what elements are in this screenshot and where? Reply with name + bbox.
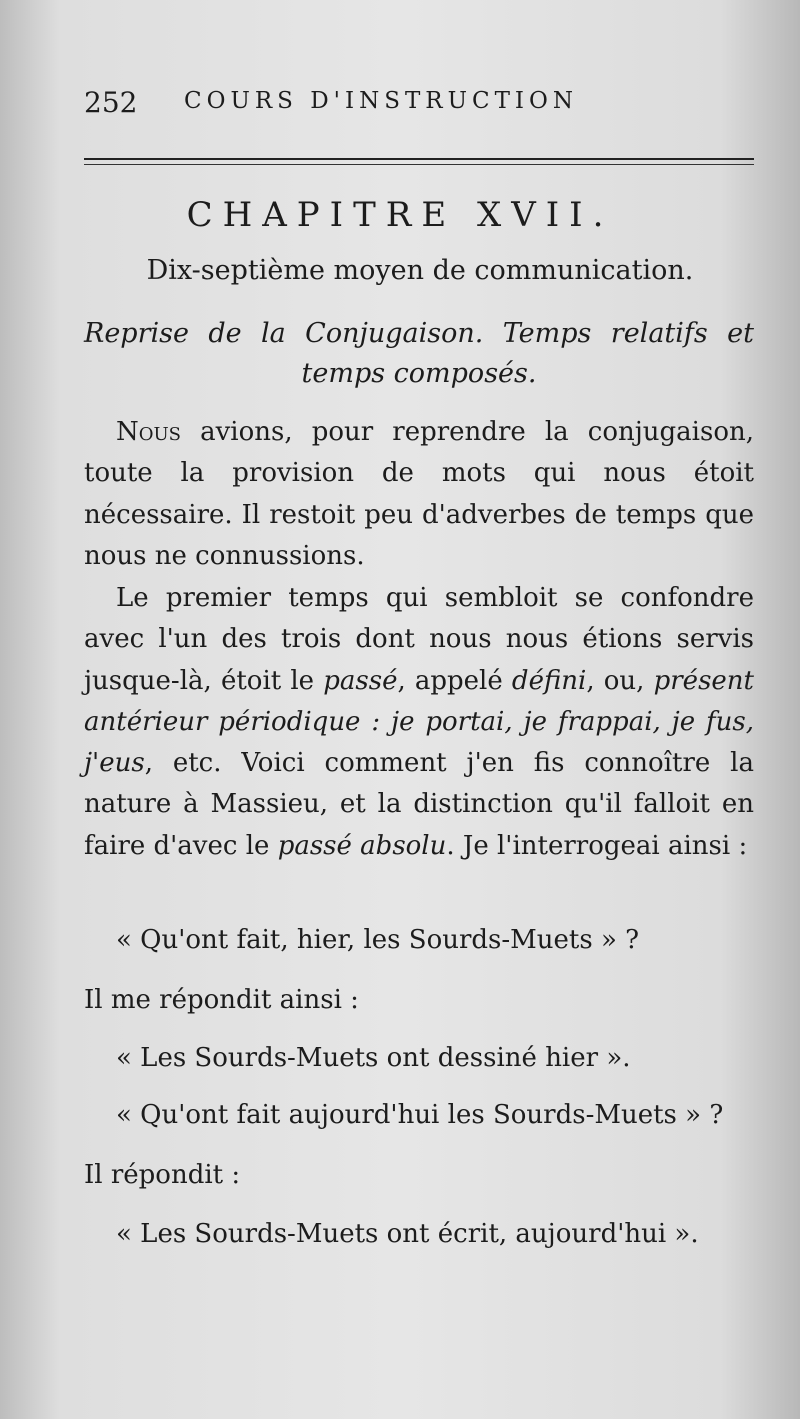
p2-text-4: , etc. Voici comment j'en fis connoître la nature à Massieu, et la distinction qu'il falloit en faire d'avec le — [84, 748, 754, 861]
p2-italic-3: présent antérieur périodique : je portai, je frappai, je fus, j'eus — [84, 665, 754, 779]
header-rule — [84, 158, 754, 165]
chapter-title: CHAPITRE XVII. — [186, 195, 614, 235]
paragraph-1-dropcap: Nous — [116, 417, 182, 447]
dialogue-question-1: « Qu'ont fait, hier, les Sourds-Muets » ? — [116, 925, 640, 955]
dialogue-answer-1: « Les Sourds-Muets ont dessiné hier ». — [116, 1043, 631, 1073]
p2-text-2: , appelé — [397, 665, 512, 696]
dialogue-answer-2: « Les Sourds-Muets ont écrit, aujourd'hui ». — [116, 1219, 699, 1249]
dialogue-reply-intro-2: Il répondit : — [84, 1160, 241, 1190]
p2-text-1: Le premier temps qui sembloit se confondre avec l'un des trois dont nous nous étions servis jusque-là, étoit le — [84, 583, 754, 696]
paragraph-1 — [84, 412, 754, 577]
paragraph-2 — [84, 578, 754, 867]
p2-text-5: . Je l'interrogeai ainsi : — [446, 830, 748, 861]
p2-italic-2: défini — [511, 665, 587, 696]
running-title: COURS D'INSTRUCTION — [184, 88, 578, 114]
p2-text-3: , ou, — [586, 665, 654, 696]
chapter-topic-line-2: temps composés. — [301, 358, 537, 389]
paragraph-1-text: avions, pour reprendre la conjugaison, toute la provision de mots qui nous étoit nécessaire. Il restoit peu d'adverbes de temps que nous ne connussions. — [84, 417, 754, 571]
chapter-subtitle: Dix-septième moyen de communication. — [146, 255, 694, 286]
dialogue-reply-intro-1: Il me répondit ainsi : — [84, 985, 359, 1015]
running-header — [84, 86, 760, 126]
page-number: 252 — [84, 86, 138, 119]
dialogue-question-2: « Qu'ont fait aujourd'hui les Sourds-Muets » ? — [116, 1100, 724, 1130]
p2-italic-4: passé absolu — [277, 830, 447, 861]
p2-italic-1: passé — [323, 665, 398, 696]
chapter-topic-line-1: Reprise de la Conjugaison. Temps relatifs et — [84, 318, 754, 349]
